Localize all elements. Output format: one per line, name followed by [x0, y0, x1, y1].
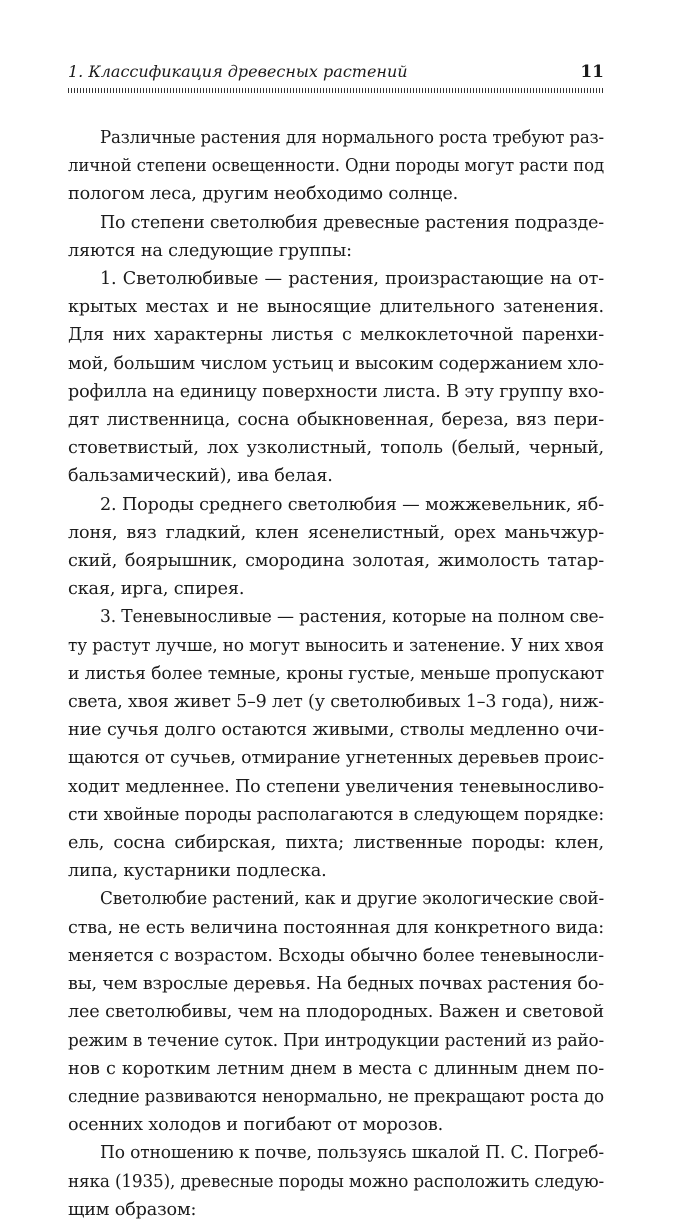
text-line: мой, большим числом устьиц и высоким содержанием хло- — [68, 353, 604, 374]
text-line: 1. Светолюбивые — растения, произрастающие на от- — [100, 269, 604, 290]
text-line: осенних холодов и погибают от морозов. — [68, 1115, 444, 1136]
text-line: ель, сосна сибирская, пихта; лиственные породы: клен, — [68, 833, 604, 854]
text-line: По отношению к почве, пользуясь шкалой П. С. Погреб- — [100, 1143, 604, 1164]
page-number: 11 — [580, 62, 604, 82]
text-line: ства, не есть величина постоянная для конкретного вида: — [68, 917, 604, 938]
text-line: стоветвистый, лох узколистный, тополь (белый, черный, — [68, 438, 604, 459]
text-line: По степени светолюбия древесные растения подразде- — [100, 212, 604, 233]
text-line: 3. Теневыносливые — растения, которые на полном све- — [100, 607, 604, 628]
text-line: ходит медленнее. По степени увеличения теневыносливо- — [68, 776, 604, 797]
text-line: липа, кустарники подлеска. — [68, 861, 327, 882]
text-line: рофилла на единицу поверхности листа. В эту группу вхо- — [68, 381, 604, 402]
text-line: пологом леса, другим необходимо солнце. — [68, 184, 459, 205]
text-line: крытых местах и не выносящие длительного затенения. — [68, 297, 604, 318]
text-line: Светолюбие растений, как и другие экологические свой- — [100, 889, 604, 910]
text-line: нов с коротким летним днем в места с длинным днем по- — [68, 1058, 604, 1079]
text-line: бальзамический), ива белая. — [68, 466, 333, 487]
text-line: 2. Породы среднего светолюбия — можжевельник, яб- — [100, 494, 604, 515]
text-line: щим образом: — [68, 1199, 197, 1220]
body-text — [68, 124, 604, 1224]
text-line: Различные растения для нормального роста требуют раз- — [100, 128, 604, 148]
text-line: ляются на следующие группы: — [68, 240, 352, 261]
text-line: режим в течение суток. При интродукции растений из райо- — [68, 1030, 604, 1051]
text-line: ние сучья долго остаются живыми, стволы медленно очи- — [68, 720, 604, 741]
text-line: вы, чем взрослые деревья. На бедных почвах растения бо- — [68, 974, 604, 995]
header-rule — [68, 88, 604, 93]
text-line: сти хвойные породы располагаются в следующем порядке: — [68, 804, 604, 825]
text-line: щаются от сучьев, отмирание угнетенных деревьев проис- — [68, 748, 604, 769]
chapter-title: 1. Классификация древесных растений — [68, 62, 408, 81]
text-line: няка (1935), древесные породы можно расположить следую- — [68, 1171, 604, 1192]
paragraph — [68, 1139, 604, 1224]
text-line: лоня, вяз гладкий, клен ясенелистный, орех маньчжур- — [68, 522, 604, 543]
paragraph — [68, 209, 604, 265]
paragraph — [68, 603, 604, 885]
paragraph — [68, 265, 604, 491]
running-header — [68, 62, 604, 84]
text-line: ту растут лучше, но могут выносить и затенение. У них хвоя — [68, 635, 604, 656]
text-line: меняется с возрастом. Всходы обычно более теневыносли- — [68, 945, 604, 966]
text-line: Для них характерны листья с мелкоклеточной паренхи- — [68, 325, 604, 346]
text-line: следние развиваются ненормально, не прекращают роста до — [68, 1086, 604, 1107]
text-line: дят лиственница, сосна обыкновенная, береза, вяз пери- — [68, 410, 604, 431]
text-line: личной степени освещенности. Одни породы могут расти под — [68, 156, 604, 177]
text-line: света, хвоя живет 5–9 лет (у светолюбивых 1–3 года), ниж- — [68, 692, 604, 713]
paragraph — [68, 885, 604, 1139]
text-line: ская, ирга, спирея. — [68, 579, 245, 600]
paragraph — [68, 491, 604, 604]
text-line: лее светолюбивы, чем на плодородных. Важен и световой — [68, 1002, 604, 1023]
paragraph — [68, 124, 604, 209]
text-line: и листья более темные, кроны густые, меньше пропускают — [68, 663, 604, 684]
text-line: ский, боярышник, смородина золотая, жимолость татар- — [68, 551, 604, 572]
